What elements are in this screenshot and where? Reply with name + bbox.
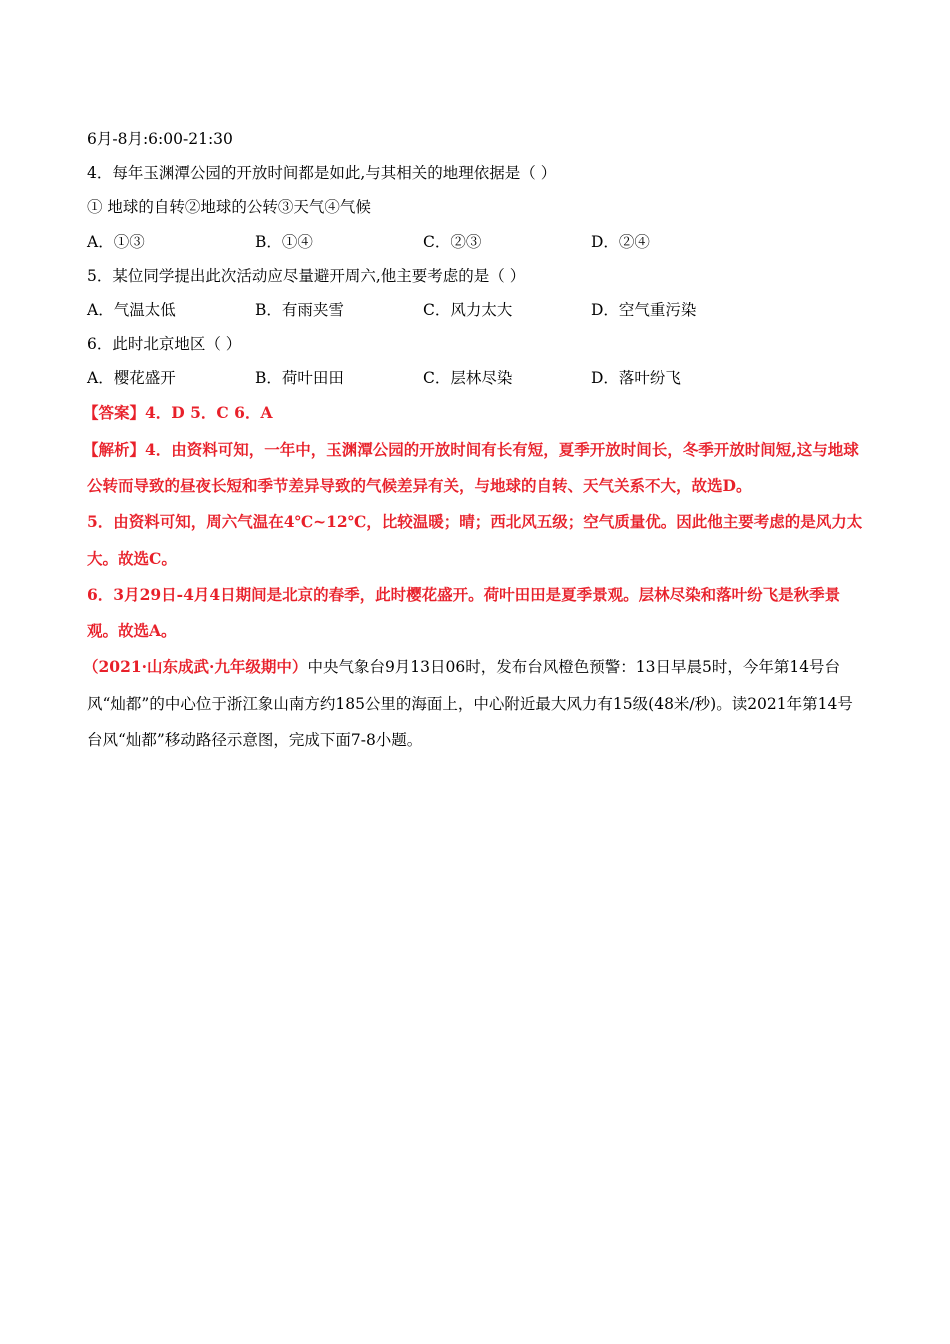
question-6-option-d: D．落叶纷飞 xyxy=(591,369,681,388)
opening-hours-line: 6月-8月:6:00-21:30 xyxy=(87,130,233,148)
document-page xyxy=(83,122,863,758)
question-4-option-a: A．①③ xyxy=(87,232,145,251)
question-6-stem: 6．此时北京地区（ ） xyxy=(87,335,242,354)
question-4-option-c: C．②③ xyxy=(423,232,482,251)
question-5-options xyxy=(87,293,863,327)
next-question-text: 中央气象台9月13日06时，发布台风橙色预警：13日早晨5时，今年第14号台风“灿都”的中心位于浙江象山南方约185公里的海面上，中心附近最大风力有15级(48米/秒)。读2021年第14号台风“灿都”移动路径示意图，完成下面7-8小题。 xyxy=(87,658,853,750)
analysis-paragraph-4 xyxy=(83,432,863,505)
question-6-option-b: B．荷叶田田 xyxy=(255,369,344,388)
question-5-option-c: C．风力太大 xyxy=(423,300,513,319)
answer-label: 【答案】 xyxy=(83,402,146,422)
question-5-stem: 5．某位同学提出此次活动应尽量避开周六,他主要考虑的是（ ） xyxy=(87,266,526,285)
answer-line xyxy=(83,396,863,430)
question-4-option-b: B．①④ xyxy=(255,232,313,251)
analysis-4-text: 4．由资料可知，一年中，玉渊潭公园的开放时间有长有短，夏季开放时间长，冬季开放时间短,这与地球公转而导致的昼夜长短和季节差异导致的气候差异有关，与地球的自转、天气关系不大，故选D。 xyxy=(87,439,859,495)
question-6-options xyxy=(87,361,863,395)
question-5-option-d: D．空气重污染 xyxy=(591,300,697,319)
question-6-option-a: A．樱花盛开 xyxy=(87,369,176,388)
question-4-options xyxy=(87,225,863,259)
analysis-label: 【解析】 xyxy=(83,439,146,459)
question-4-statements: ① 地球的自转②地球的公转③天气④气候 xyxy=(87,198,371,217)
question-4-stem: 4．每年玉渊潭公园的开放时间都是如此,与其相关的地理依据是（ ） xyxy=(87,164,557,183)
analysis-paragraph-6: 6．3月29日-4月4日期间是北京的春季，此时樱花盛开。荷叶田田是夏季景观。层林尽染和落叶纷飞是秋季景观。故选A。 xyxy=(87,584,841,641)
source-label: （2021·山东成武·九年级期中） xyxy=(83,657,308,677)
question-4-option-d: D．②④ xyxy=(591,232,650,251)
next-question-intro xyxy=(83,649,863,758)
answer-text: 4．D 5．C 6．A xyxy=(145,402,273,422)
question-6-option-c: C．层林尽染 xyxy=(423,369,513,388)
analysis-paragraph-5: 5．由资料可知，周六气温在4℃~12℃，比较温暖；晴；西北风五级；空气质量优。因此他主要考虑的是风力太大。故选C。 xyxy=(87,512,863,568)
question-5-option-b: B．有雨夹雪 xyxy=(255,300,344,319)
question-5-option-a: A．气温太低 xyxy=(87,300,176,319)
